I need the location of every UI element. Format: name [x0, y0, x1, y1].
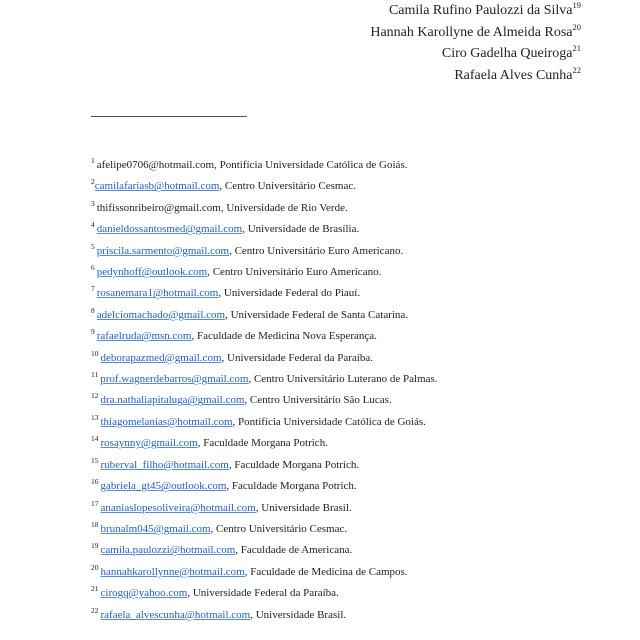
footnote-number: 4 — [91, 220, 95, 230]
footnote-number: 19 — [91, 541, 99, 551]
footnote-affiliation: , Centro Universitário Cesmac. — [219, 180, 356, 193]
footnote — [91, 433, 438, 454]
footnote-number: 3 — [91, 198, 95, 208]
footnote-email-link[interactable]: rosanemara1@hotmail.com — [96, 287, 219, 300]
footnote-number: 22 — [91, 605, 99, 615]
author-line — [370, 22, 581, 44]
author-line — [370, 0, 581, 22]
footnote-affiliation: , Universidade de Brasília. — [242, 223, 360, 236]
author-footnote-ref: 20 — [572, 21, 581, 32]
footnote-email-link[interactable]: thiagomelanias@hotmail.com — [100, 415, 233, 428]
footnote-number: 7 — [91, 284, 95, 294]
footnote-email-link[interactable]: cirogq@yahoo.com — [100, 587, 188, 600]
footnote-email-link[interactable]: gabriela_gt45@outlook.com — [100, 480, 227, 493]
author-name: Ciro Gadelha Queiroga — [441, 46, 573, 61]
footnote-number: 11 — [91, 370, 99, 380]
footnote — [91, 262, 438, 283]
footnote — [91, 498, 438, 519]
footnote — [91, 540, 438, 561]
footnote-email-link[interactable]: ananiaslopesoliveira@hotmail.com — [100, 501, 256, 514]
footnote-affiliation: , Universidade Federal da Paraíba. — [187, 587, 339, 600]
author-name: Camila Rufino Paulozzi da Silva — [388, 3, 573, 18]
footnote-number: 20 — [91, 562, 99, 572]
footnote-number: 10 — [91, 348, 99, 358]
footnote — [91, 583, 438, 604]
footnote-affiliation: , Universidade Federal da Paraíba. — [221, 351, 373, 364]
footnote — [91, 455, 438, 476]
footnote — [91, 605, 438, 626]
footnote — [91, 412, 438, 433]
footnote-affiliation: , Universidade Federal do Piauí. — [218, 287, 361, 300]
footnote-number: 13 — [91, 412, 99, 422]
footnote-number: 14 — [91, 434, 99, 444]
footnote-email: afelipe0706@hotmail.com — [96, 159, 215, 171]
footnote-affiliation: , Centro Universitário Euro Americano. — [229, 244, 404, 257]
footnote — [91, 562, 438, 583]
footnote-email-link[interactable]: camila.paulozzi@hotmail.com — [100, 544, 236, 557]
footnote-number: 12 — [91, 391, 99, 401]
footnote-number: 18 — [91, 519, 99, 529]
footnote-email-link[interactable]: prof.wagnerdebarros@gmail.com — [100, 373, 249, 386]
footnote-affiliation: , Faculdade Morgana Potrich. — [197, 437, 328, 450]
footnote-number: 17 — [91, 498, 99, 508]
footnote-affiliation: , Centro Universitário São Lucas. — [244, 394, 392, 407]
footnote-number: 2 — [91, 177, 95, 187]
footnote-affiliation: , Universidade Federal de Santa Catarina. — [225, 308, 409, 321]
footnote — [91, 348, 438, 369]
footnote-affiliation: , Universidade Brasil. — [250, 608, 347, 621]
footnote-email-link[interactable]: camilafariasb@hotmail.com — [94, 180, 220, 193]
footnote-affiliation: , Faculdade Morgana Potrich. — [226, 480, 357, 493]
footnote-affiliation: , Centro Universitário Cesmac. — [210, 522, 348, 535]
footnote-number: 21 — [91, 584, 99, 594]
footnote-affiliation: , Faculdade de Medicina Nova Esperança. — [191, 330, 377, 343]
footnote-number: 15 — [91, 455, 99, 465]
footnote-number: 5 — [91, 241, 95, 251]
footnote-affiliation: , Universidade Brasil. — [255, 501, 352, 514]
footnote-email-link[interactable]: rafaela_alvescunha@hotmail.com — [100, 608, 251, 621]
footnote-affiliation: , Pontifícia Universidade Católica de Goiás. — [214, 159, 408, 171]
footnote — [91, 176, 438, 197]
footnote-email-link[interactable]: rafaelruda@msn.com — [96, 330, 192, 343]
footnote-email-link[interactable]: deborapazmed@gmail.com — [100, 351, 222, 364]
footnote-email-link[interactable]: rosaynny@gmail.com — [100, 437, 198, 450]
author-name: Hannah Karollyne de Almeida Rosa — [370, 24, 573, 40]
author-footnote-ref: 22 — [572, 64, 581, 75]
footnote-affiliation: , Faculdade de Medicina de Campos. — [244, 565, 408, 578]
footnote-number: 9 — [91, 327, 95, 337]
footnote-email-link[interactable]: hannahkarollynne@hotmail.com — [100, 565, 245, 578]
footnote — [91, 241, 438, 262]
footnote-number: 6 — [91, 263, 95, 273]
author-list — [370, 0, 581, 86]
footnote — [91, 390, 438, 411]
footnote — [91, 519, 438, 540]
footnote-list — [91, 155, 438, 626]
footnote-affiliation: , Faculdade Morgana Potrich. — [228, 458, 360, 471]
footnote — [91, 369, 438, 390]
footnote — [91, 476, 438, 497]
author-footnote-ref: 19 — [572, 0, 581, 10]
footnote — [91, 155, 438, 176]
footnote-email-link[interactable]: dra.nathaliapitaluga@gmail.com — [100, 394, 245, 407]
footnote-email: thifissonribeiro@gmail.com — [96, 201, 221, 214]
author-line — [370, 43, 581, 65]
footnote-email-link[interactable]: ruberval_filho@hotmail.com — [100, 458, 229, 471]
footnote-affiliation: , Centro Universitário Luterano de Palmas. — [248, 373, 438, 386]
footnote-number: 8 — [91, 305, 95, 315]
footnote-email-link[interactable]: brunalm045@gmail.com — [100, 522, 211, 535]
footnote-affiliation: , Pontifícia Universidade Católica de Goiás. — [232, 415, 426, 428]
footnote-number: 1 — [91, 156, 95, 165]
footnote-affiliation: , Faculdade de Americana. — [235, 544, 353, 557]
footnote — [91, 219, 438, 240]
author-footnote-ref: 21 — [572, 43, 581, 53]
author-line — [370, 65, 581, 87]
footnote — [91, 283, 438, 304]
footnote — [91, 305, 438, 326]
footnote-separator — [91, 116, 247, 117]
footnote-email-link[interactable]: adelciomachado@gmail.com — [96, 308, 226, 321]
footnote-email-link[interactable]: pedynhoff@outlook.com — [96, 266, 208, 279]
footnote — [91, 198, 438, 219]
footnote-email-link[interactable]: danieldossantosmed@gmail.com — [96, 223, 243, 236]
footnote-email-link[interactable]: priscila.sarmento@gmail.com — [96, 244, 230, 257]
footnote-affiliation: , Universidade de Rio Verde. — [220, 201, 348, 214]
footnote-affiliation: , Centro Universitário Euro Americano. — [207, 266, 382, 279]
footnote-number: 16 — [91, 477, 99, 487]
author-name: Rafaela Alves Cunha — [454, 67, 573, 83]
footnote — [91, 326, 438, 347]
